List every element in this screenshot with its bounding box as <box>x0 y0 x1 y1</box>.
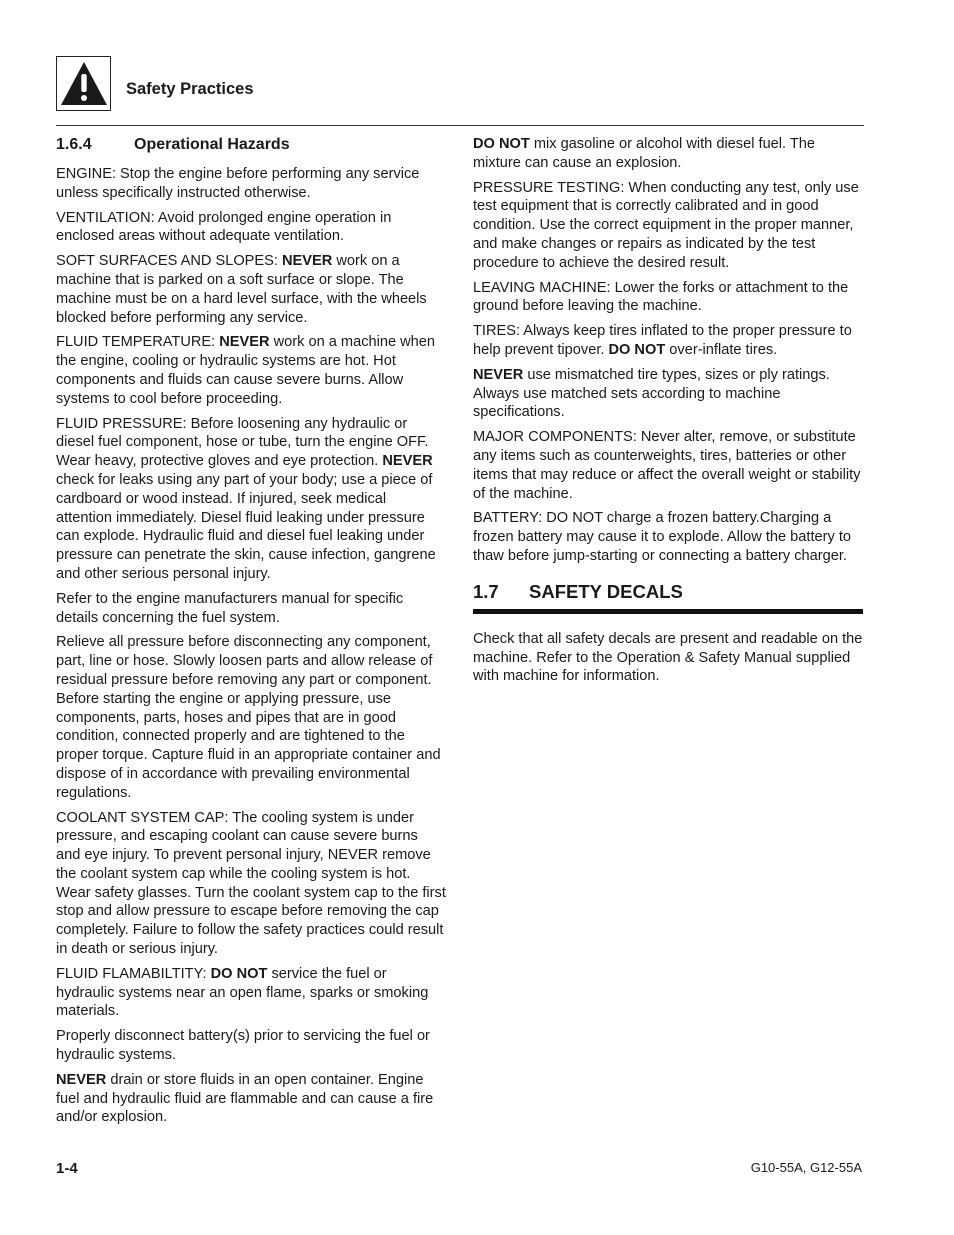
para-ventilation: VENTILATION: Avoid prolonged engine operation in enclosed areas without adequate ventilation. <box>56 209 392 245</box>
section-number: 1.6.4 <box>56 136 92 153</box>
para-soft-surfaces: SOFT SURFACES AND SLOPES: NEVER work on a machine that is parked on a soft surface or slope. The machine must be on a hard level surface, with the wheels blocked before performing any service. <box>56 253 427 326</box>
section-number: 1.7 <box>473 580 499 602</box>
para-pressure-testing: PRESSURE TESTING: When conducting any test, only use test equipment that is correctly calibrated and in good condition. Use the correct equipment in the proper manner, and make changes or repairs as indicated by the test procedure to achieve the desired result. <box>473 179 859 271</box>
para-mismatched-tires: NEVER use mismatched tire types, sizes or ply ratings. Always use matched sets according to machine specifications. <box>473 366 830 421</box>
page-number: 1-4 <box>56 1160 78 1177</box>
header-divider <box>56 125 864 126</box>
para-safety-decals: Check that all safety decals are present and readable on the machine. Refer to the Operation & Safety Manual supplied with machine for information. <box>473 630 863 685</box>
left-column <box>56 135 446 1133</box>
right-column <box>473 135 863 692</box>
para-coolant-cap: COOLANT SYSTEM CAP: The cooling system is under pressure, and escaping coolant can cause severe burns and eye injury. To prevent personal injury, NEVER remove the coolant system cap while the cooling system is hot. Wear safety glasses. Turn the coolant system cap to the first stop and allow pressure to escape before removing the cap completely. Failure to follow the safety practices could result in death or serious injury. <box>56 809 446 958</box>
para-leaving-machine: LEAVING MACHINE: Lower the forks or attachment to the ground before leaving the machine. <box>473 279 849 315</box>
section-title: SAFETY DECALS <box>529 580 683 602</box>
para-engine: ENGINE: Stop the engine before performing any service unless specifically instructed otherwise. <box>56 166 420 201</box>
para-fluid-temperature: FLUID TEMPERATURE: NEVER work on a machine when the engine, cooling or hydraulic systems are hot. Hot components and fluids can cause severe burns. Allow systems to cool before proceeding. <box>56 334 436 407</box>
section-heading-1-7 <box>473 580 863 614</box>
model-number: G10-55A, G12-55A <box>750 1160 862 1175</box>
para-tires: TIRES: Always keep tires inflated to the proper pressure to help prevent tipover. DO NOT over-inflate tires. <box>473 323 852 358</box>
para-fluid-flammability: FLUID FLAMABILTITY: DO NOT service the fuel or hydraulic systems near an open flame, sparks or smoking materials. <box>56 965 429 1020</box>
para-fluid-pressure: FLUID PRESSURE: Before loosening any hydraulic or diesel fuel component, hose or tube, turn the engine OFF. Wear heavy, protective gloves and eye protection. NEVER check for leaks using any part of your body; use a piece of cardboard or wood instead. If injured, seek medical attention immediately. Diesel fluid leaking under pressure can explode. Hydraulic fluid and diesel fuel leaking under pressure can penetrate the skin, cause infection, gangrene and other serious personal injury. <box>56 415 436 582</box>
page-header <box>56 56 864 127</box>
para-fuel-mix: DO NOT mix gasoline or alcohol with diesel fuel. The mixture can cause an explosion. <box>473 136 816 171</box>
para-major-components: MAJOR COMPONENTS: Never alter, remove, or substitute any items such as counterweights, tires, batteries or other items that may reduce or affect the overall weight or stability of the machine. <box>473 429 861 502</box>
section-title: Operational Hazards <box>134 136 290 153</box>
para-refer-manual: Refer to the engine manufacturers manual for specific details concerning the fuel system. <box>56 590 404 626</box>
para-relieve-pressure: Relieve all pressure before disconnecting any component, part, line or hose. Slowly loosen parts and allow release of residual pressure before removing any part or component. Before starting the engine or applying pressure, use components, parts, hoses and pipes that are in good condition, connected properly and are tightened to the proper torque. Capture fluid in an appropriate container and dispose of in accordance with prevailing environmental regulations. <box>56 634 441 801</box>
para-battery-disconnect: Properly disconnect battery(s) prior to servicing the fuel or hydraulic systems. <box>56 1028 430 1064</box>
para-battery: BATTERY: DO NOT charge a frozen battery.Charging a frozen battery may cause it to explode. Allow the battery to thaw before jump-starting or connecting a battery charger. <box>473 510 852 564</box>
section-heading-1-6-4 <box>56 135 446 155</box>
para-drain-fluids: NEVER drain or store fluids in an open container. Engine fuel and hydraulic fluid are flammable and can cause a fire and/or explosion. <box>56 1071 434 1126</box>
warning-triangle-icon <box>56 56 111 111</box>
header-title: Safety Practices <box>126 80 254 98</box>
